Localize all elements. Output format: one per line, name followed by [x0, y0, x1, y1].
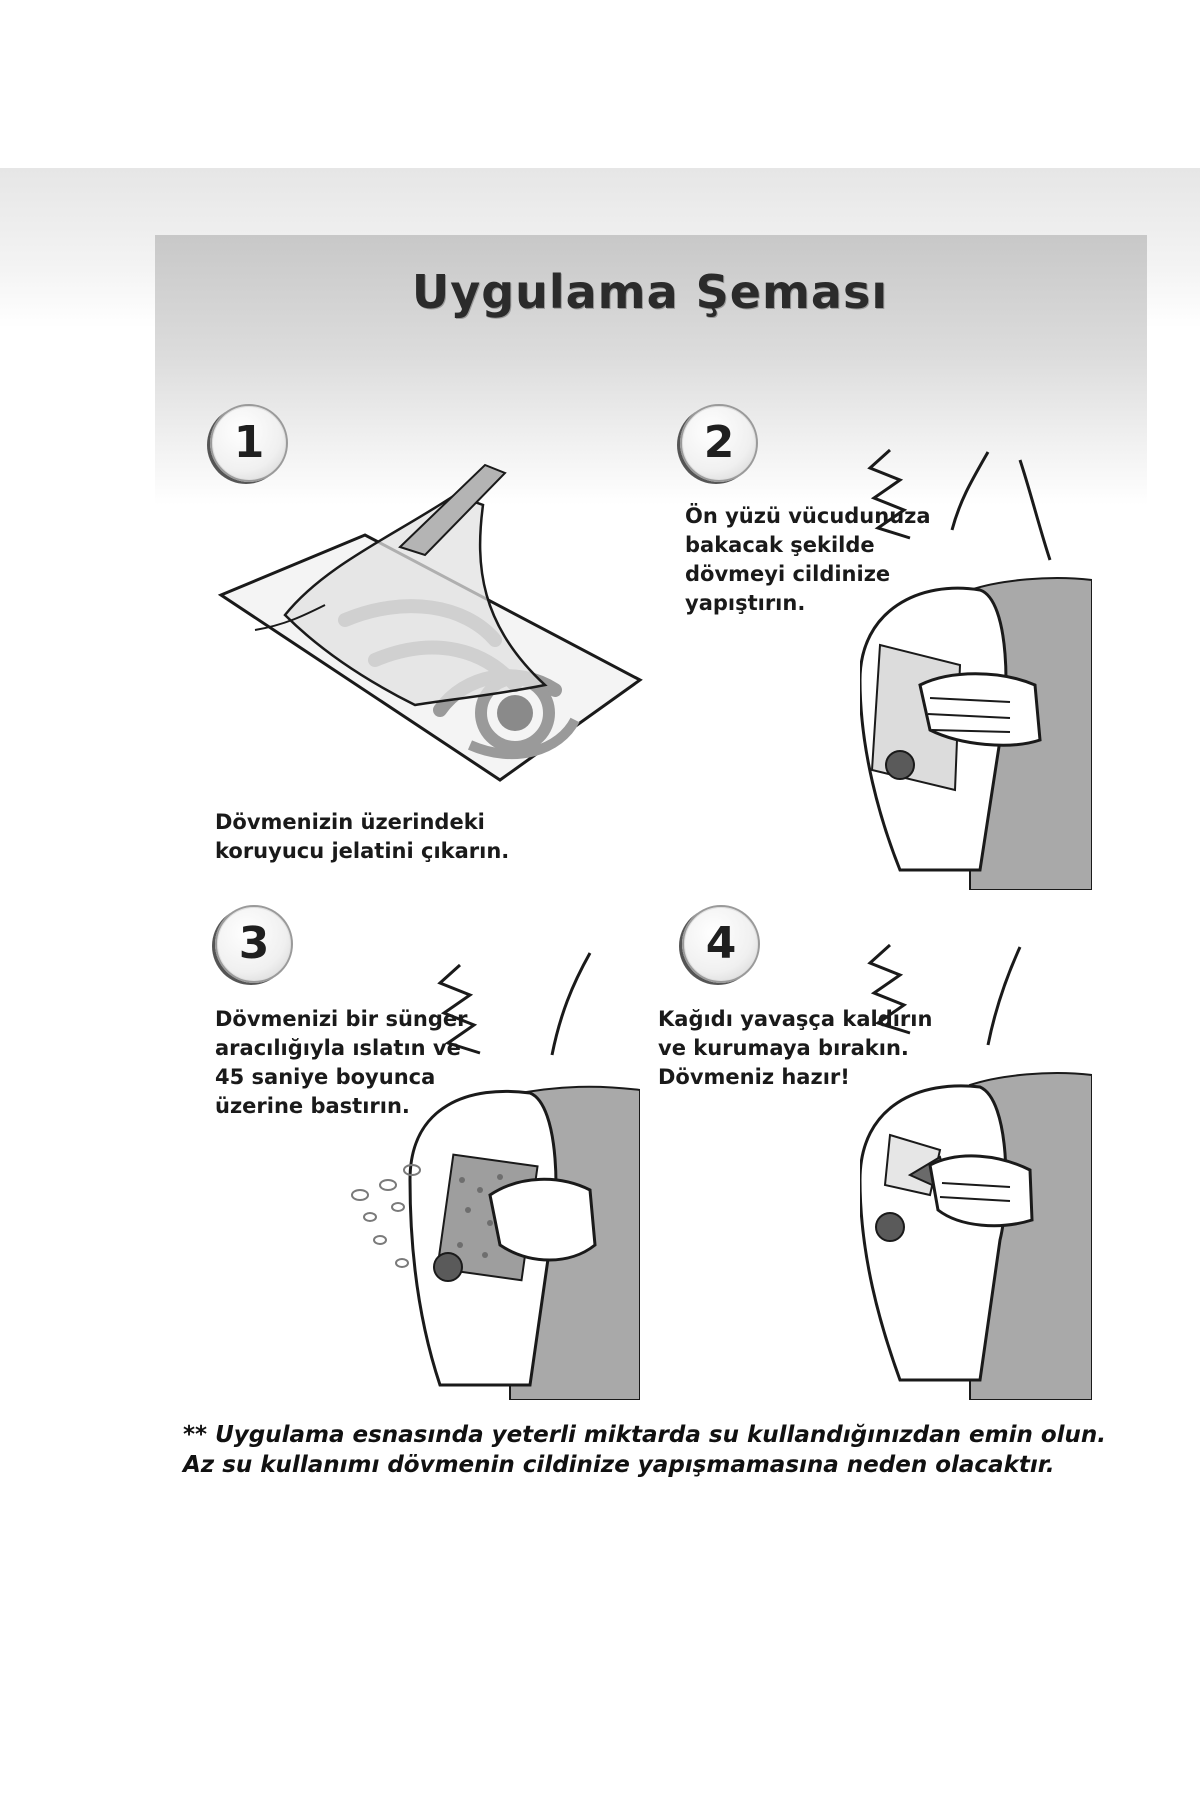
step-4-badge: 4 [682, 905, 760, 983]
step-3-badge: 3 [215, 905, 293, 983]
step-1-text: Dövmenizin üzerindeki koruyucu jelatini çıkarın. [215, 810, 510, 863]
tattoo-sheet-illustration [215, 455, 645, 785]
sponge-press-illustration [340, 945, 640, 1400]
step-4-text: Kağıdı yavaşça kaldırın ve kurumaya bırakın. Dövmeniz hazır! [658, 1007, 933, 1089]
step-1-badge: 1 [210, 404, 288, 482]
page-title: Uygulama Şeması [411, 265, 889, 319]
usage-note: ** Uygulama esnasında yeterli miktarda su kullandığınızdan emin olun. Az su kullanımı dövmenin cildinize yapışmamasına neden olacaktır. [183, 1422, 1106, 1478]
step-2-badge: 2 [680, 404, 758, 482]
step-3-text: Dövmenizi bir sünger aracılığıyla ıslatın ve 45 saniye boyunca üzerine bastırın. [215, 1007, 468, 1118]
step-2-text: Ön yüzü vücudunuza bakacak şekilde dövmeyi cildinize yapıştırın. [685, 504, 931, 615]
arm-apply-illustration [860, 440, 1092, 890]
peel-paper-illustration [860, 935, 1092, 1400]
